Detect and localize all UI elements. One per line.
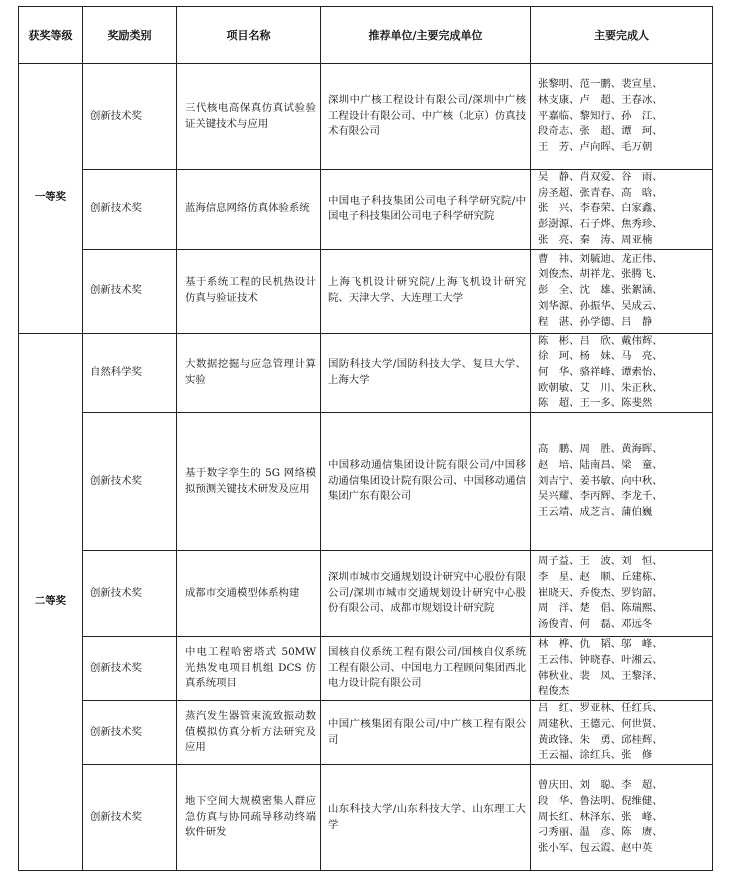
units-cell: 中国移动通信集团设计院有限公司/中国移动通信集团设计院有限公司、中国移动通信集团广东有限公司: [321, 413, 531, 551]
people-text: 曹 祎、刘毓迪、龙正伟、 刘俊杰、胡祥龙、张腾飞、 彭 全、沈 雄、张絮涵、 刘华源、孙振华、吴成云、 程 湛、孙学德、吕 静: [538, 252, 663, 328]
people-text: 高 鹏、周 胜、黄海晖、 赵 培、陆南昌、梁 童、 刘吉宁、姜书敏、向中秋、 吴兴耀、李丙辉、李龙千、 王云靖、成芝言、蒲伯巍: [538, 443, 663, 519]
project-cell: 成都市交通模型体系构建: [177, 551, 321, 637]
table-row: [19, 249, 713, 333]
project-cell: 蒸汽发生器管束流致振动数值模拟仿真分析方法研究及应用: [177, 701, 321, 765]
header-row: [19, 7, 713, 64]
header-people: 主要完成人: [531, 7, 713, 64]
units-cell: 中国广核集团有限公司/中广核工程有限公司: [321, 701, 531, 765]
project-cell: 三代核电高保真仿真试验验证关键技术与应用: [177, 64, 321, 170]
people-text: 张黎明、范一鹏、裴宣星、 林支康、卢 超、王春冰、 平嘉临、黎知行、孙 江、 段奇志、张 超、谭 珂、 王 芳、卢向晖、毛万朝: [538, 78, 663, 154]
project-cell: 地下空间大规模密集人群应急仿真与协同疏导移动终端软件研发: [177, 765, 321, 871]
people-text: 陈 彬、吕 欣、戴伟辉、 徐 珂、杨 妹、马 亮、 何 华、骆祥峰、谭索怡、 欧朝敏、艾 川、朱正秋、 陈 超、王一多、陈斐然: [538, 334, 663, 410]
category-cell: 创新技术奖: [83, 413, 177, 551]
table-row: [19, 701, 713, 765]
people-cell: [531, 64, 713, 170]
units-cell: 中国电子科技集团公司电子科学研究院/中国电子科技集团公司电子科学研究院: [321, 170, 531, 250]
header-category: 奖励类别: [83, 7, 177, 64]
people-text: 周子益、王 波、刘 恒、 李 星、赵 顺、丘建栋、 崔晓天、乔俊杰、罗钧韶、 周 洋、楚 倡、陈瑞熙、 汤俊青、何 磊、邓远冬: [538, 555, 663, 631]
category-cell: 创新技术奖: [83, 170, 177, 250]
table-row: [19, 333, 713, 413]
units-cell: 山东科技大学/山东科技大学、山东理工大学: [321, 765, 531, 871]
category-cell: 创新技术奖: [83, 249, 177, 333]
table-row: [19, 765, 713, 871]
header-units: 推荐单位/主要完成单位: [321, 7, 531, 64]
people-cell: [531, 249, 713, 333]
units-cell: 上海飞机设计研究院/上海飞机设计研究院、天津大学、大连理工大学: [321, 249, 531, 333]
people-cell: [531, 170, 713, 250]
table-row: [19, 551, 713, 637]
category-cell: 创新技术奖: [83, 551, 177, 637]
table-row: [19, 170, 713, 250]
units-cell: 深圳中广核工程设计有限公司/深圳中广核工程设计有限公司、中广核（北京）仿真技术有限公司: [321, 64, 531, 170]
level-cell: 一等奖: [19, 64, 83, 334]
people-text: 吕 红、罗亚林、任红兵、 周建秋、王德元、何世贤、 黄政锋、朱 勇、邱桂辉、 王云福、涂红兵、张 修: [538, 702, 663, 762]
people-cell: [531, 637, 713, 701]
table-row: [19, 64, 713, 170]
people-text: 吴 静、肖双爱、谷 雨、 房圣超、张青春、高 晗、 张 兴、李春荣、白家鑫、 彭澍源、石子烨、焦秀珍、 张 亮、秦 涛、周亚楠: [538, 171, 663, 246]
awards-table: [18, 6, 713, 871]
header-project: 项目名称: [177, 7, 321, 64]
project-cell: 基于系统工程的民机热设计仿真与验证技术: [177, 249, 321, 333]
table-row: [19, 413, 713, 551]
category-cell: 创新技术奖: [83, 637, 177, 701]
people-cell: [531, 765, 713, 871]
project-cell: 蓝海信息网络仿真体验系统: [177, 170, 321, 250]
people-cell: [531, 413, 713, 551]
category-cell: 创新技术奖: [83, 765, 177, 871]
project-cell: 大数据挖掘与应急管理计算实验: [177, 333, 321, 413]
level-cell: 二等奖: [19, 333, 83, 871]
category-cell: 自然科学奖: [83, 333, 177, 413]
people-cell: [531, 551, 713, 637]
people-cell: [531, 701, 713, 765]
people-cell: [531, 333, 713, 413]
table-row: [19, 637, 713, 701]
units-cell: 国核自仪系统工程有限公司/国核自仪系统工程有限公司、中国电力工程顾问集团西北电力设计院有限公司: [321, 637, 531, 701]
header-level: 获奖等级: [19, 7, 83, 64]
units-cell: 国防科技大学/国防科技大学、复旦大学、上海大学: [321, 333, 531, 413]
category-cell: 创新技术奖: [83, 701, 177, 765]
project-cell: 基于数字孪生的 5G 网络模拟预测关键技术研发及应用: [177, 413, 321, 551]
people-text: 林 桦、仇 韬、邬 峰、 王云伟、钟晓春、叶湘云、 韩秋业、裴 凤、王黎泽、 程俊杰: [538, 638, 663, 698]
people-text: 曾庆田、刘 聪、李 超、 段 华、鲁法明、倪维健、 周长红、林泽东、张 峰、 刁秀丽、温 彦、陈 赓、 张小军、包云霞、赵中英: [538, 779, 663, 855]
units-cell: 深圳市城市交通规划设计研究中心股份有限公司/深圳市城市交通规划设计研究中心股份有限公司、成都市规划设计研究院: [321, 551, 531, 637]
category-cell: 创新技术奖: [83, 64, 177, 170]
project-cell: 中电工程哈密塔式 50MW 光热发电项目机组 DCS 仿真系统项目: [177, 637, 321, 701]
